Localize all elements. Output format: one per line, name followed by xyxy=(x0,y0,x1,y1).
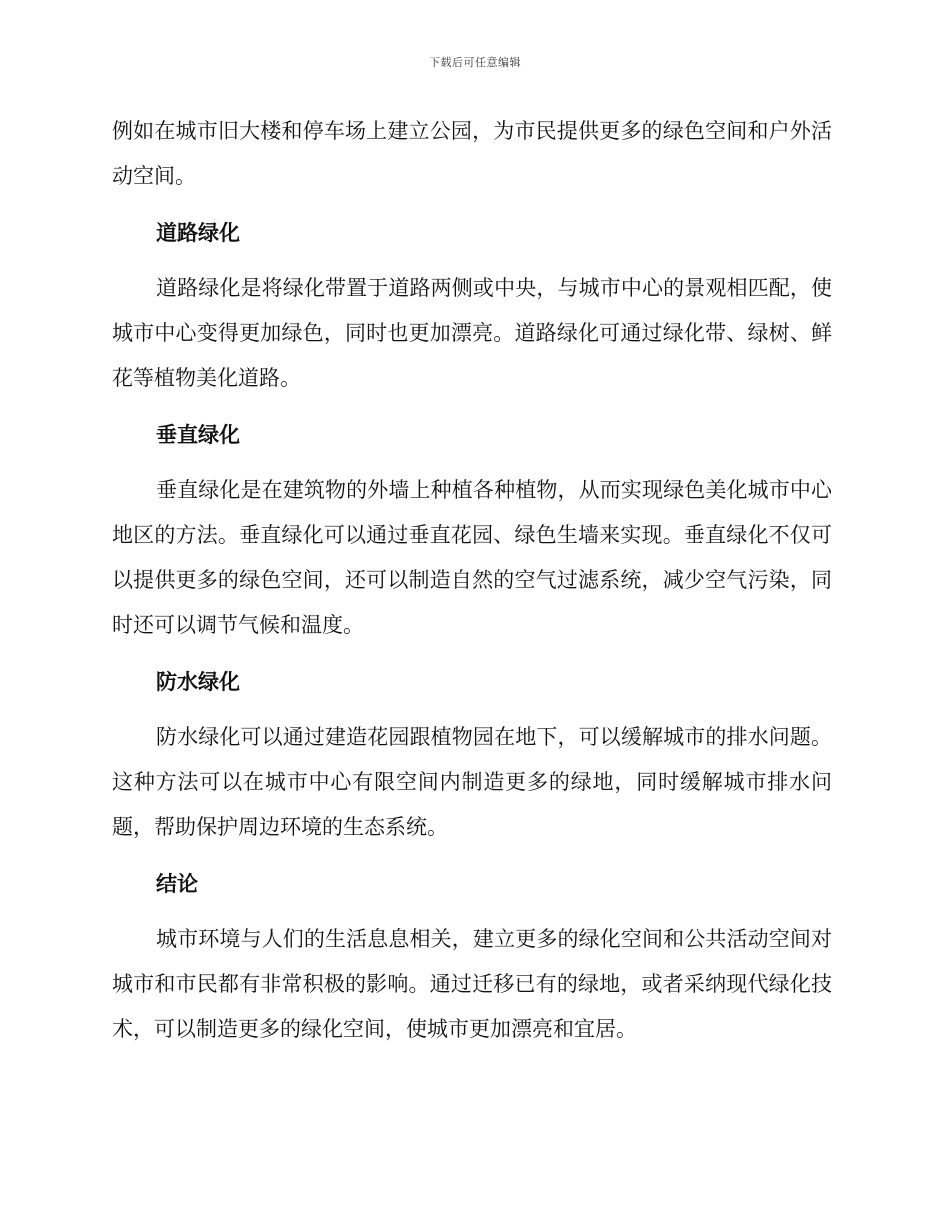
intro-continuation-paragraph: 例如在城市旧大楼和停车场上建立公园，为市民提供更多的绿色空间和户外活动空间。 xyxy=(112,119,832,188)
header-note: 下载后可任意编辑 xyxy=(429,56,521,69)
road-greening-paragraph: 道路绿化是将绿化带置于道路两侧或中央，与城市中心的景观相匹配，使城市中心变得更加绿色，同时也更加漂亮。道路绿化可通过绿化带、绿树、鲜花等植物美化道路。 xyxy=(112,276,832,390)
document-body xyxy=(112,109,832,1052)
vertical-greening-heading: 垂直绿化 xyxy=(156,423,240,447)
conclusion-paragraph: 城市环境与人们的生活息息相关，建立更多的绿化空间和公共活动空间对城市和市民都有非常积极的影响。通过迁移已有的绿地，或者采纳现代绿化技术，可以制造更多的绿化空间，使城市更加漂亮和宜居。 xyxy=(112,927,832,1041)
vertical-greening-paragraph: 垂直绿化是在建筑物的外墙上种植各种植物，从而实现绿色美化城市中心地区的方法。垂直绿化可以通过垂直花园、绿色生墙来实现。垂直绿化不仅可以提供更多的绿色空间，还可以制造自然的空气过滤系统，减少空气污染，同时还可以调节气候和温度。 xyxy=(112,478,832,637)
waterproof-greening-paragraph: 防水绿化可以通过建造花园跟植物园在地下，可以缓解城市的排水问题。这种方法可以在城市中心有限空间内制造更多的绿地，同时缓解城市排水问题，帮助保护周边环境的生态系统。 xyxy=(112,725,832,839)
waterproof-greening-heading: 防水绿化 xyxy=(156,670,240,694)
road-greening-heading: 道路绿化 xyxy=(156,221,240,245)
conclusion-heading: 结论 xyxy=(156,872,198,896)
